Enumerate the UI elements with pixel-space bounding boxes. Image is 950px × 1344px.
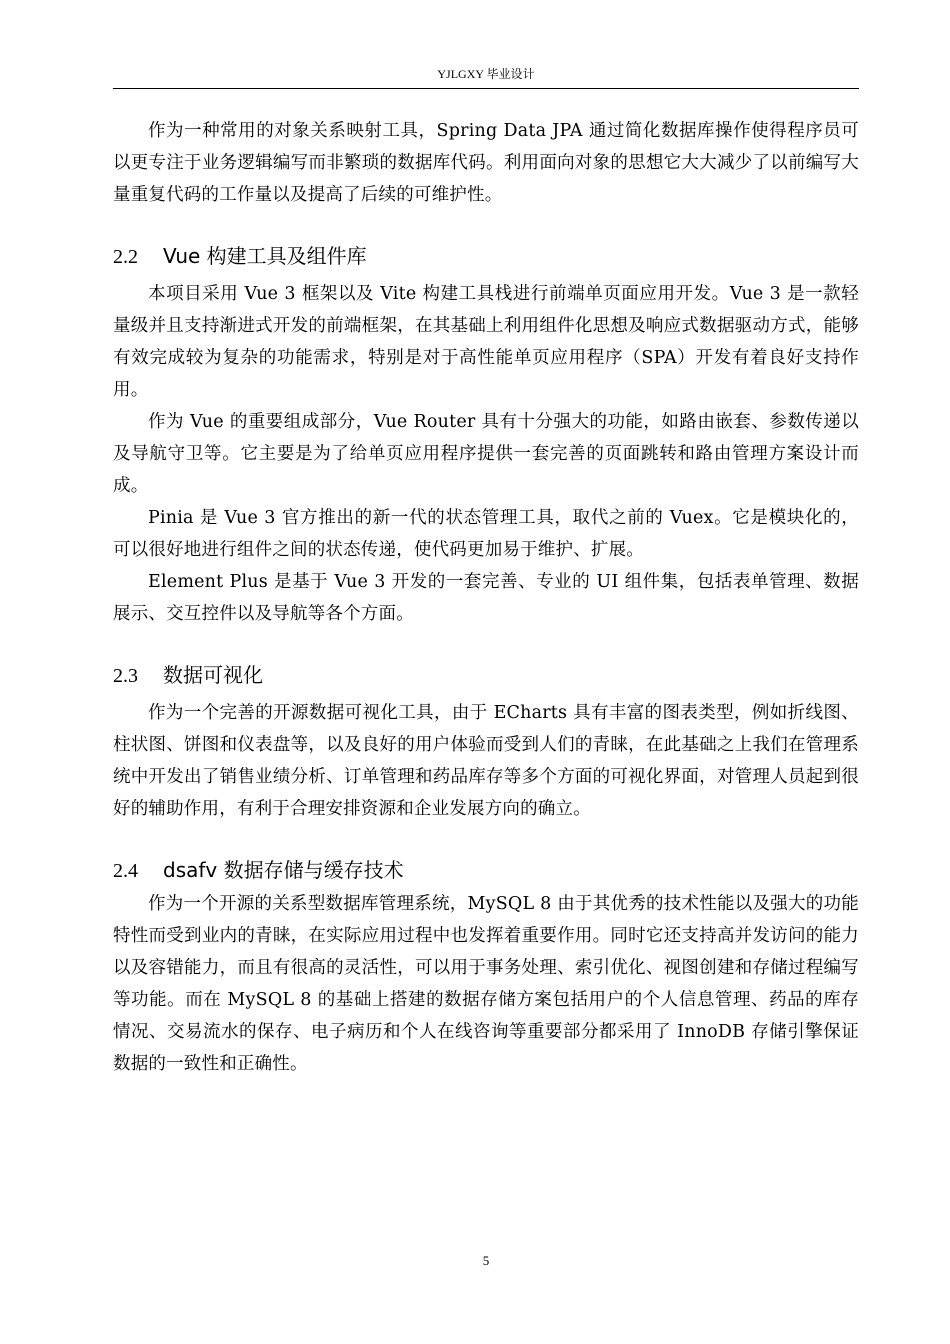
header-rule (113, 88, 859, 89)
paragraph: Pinia 是 Vue 3 官方推出的新一代的状态管理工具，取代之前的 Vuex。它是模块化的，可以很好地进行组件之间的状态传递，使代码更加易于维护、扩展。 (113, 508, 859, 560)
page-content (113, 115, 859, 1080)
paragraph: 作为 Vue 的重要组成部分，Vue Router 具有十分强大的功能，如路由嵌套、参数传递以及导航守卫等。它主要是为了给单页应用程序提供一套完善的页面跳转和路由管理方案设计而成。 (113, 412, 859, 496)
section-title: dsafv 数据存储与缓存技术 (163, 858, 404, 882)
paragraph: 作为一个开源的关系型数据库管理系统，MySQL 8 由于其优秀的技术性能以及强大的功能特性而受到业内的青睐，在实际应用过程中也发挥着重要作用。同时它还支持高并发访问的能力以及容错能力，而且有很高的灵活性，可以用于事务处理、索引优化、视图创建和存储过程编写等功能。而在 MySQL 8 的基础上搭建的数据存储方案包括用户的个人信息管理、药品的库存情况、交易流水的保存、电子病历和个人在线咨询等重要部分都采用了 InnoDB 存储引擎保证数据的一致性和正确性。 (113, 894, 859, 1074)
page-header: YJLGXY 毕业设计 (437, 67, 535, 81)
intro-paragraph: 作为一种常用的对象关系映射工具，Spring Data JPA 通过简化数据库操作使得程序员可以更专注于业务逻辑编写而非繁琐的数据库代码。利用面向对象的思想它大大减少了以前编写大量重复代码的工作量以及提高了后续的可维护性。 (113, 121, 859, 205)
section-heading-2-3 (113, 660, 859, 691)
section-number: 2.4 (113, 860, 138, 882)
section-heading-2-4 (113, 855, 859, 886)
page-number: 5 (482, 1253, 490, 1268)
paragraph: Element Plus 是基于 Vue 3 开发的一套完善、专业的 UI 组件集，包括表单管理、数据展示、交互控件以及导航等各个方面。 (113, 572, 859, 624)
section-heading-2-2 (113, 241, 859, 272)
section-title: 数据可视化 (163, 663, 263, 687)
section-number: 2.3 (113, 665, 138, 687)
section-title: Vue 构建工具及组件库 (163, 244, 367, 268)
paragraph: 作为一个完善的开源数据可视化工具，由于 ECharts 具有丰富的图表类型，例如折线图、柱状图、饼图和仪表盘等，以及良好的用户体验而受到人们的青睐，在此基础之上我们在管理系统中开发出了销售业绩分析、订单管理和药品库存等多个方面的可视化界面，对管理人员起到很好的辅助作用，有利于合理安排资源和企业发展方向的确立。 (113, 703, 859, 819)
paragraph: 本项目采用 Vue 3 框架以及 Vite 构建工具栈进行前端单页面应用开发。Vue 3 是一款轻量级并且支持渐进式开发的前端框架，在其基础上利用组件化思想及响应式数据驱动方式，能够有效完成较为复杂的功能需求，特别是对于高性能单页应用程序（SPA）开发有着良好支持作用。 (113, 284, 859, 400)
section-number: 2.2 (113, 246, 138, 268)
